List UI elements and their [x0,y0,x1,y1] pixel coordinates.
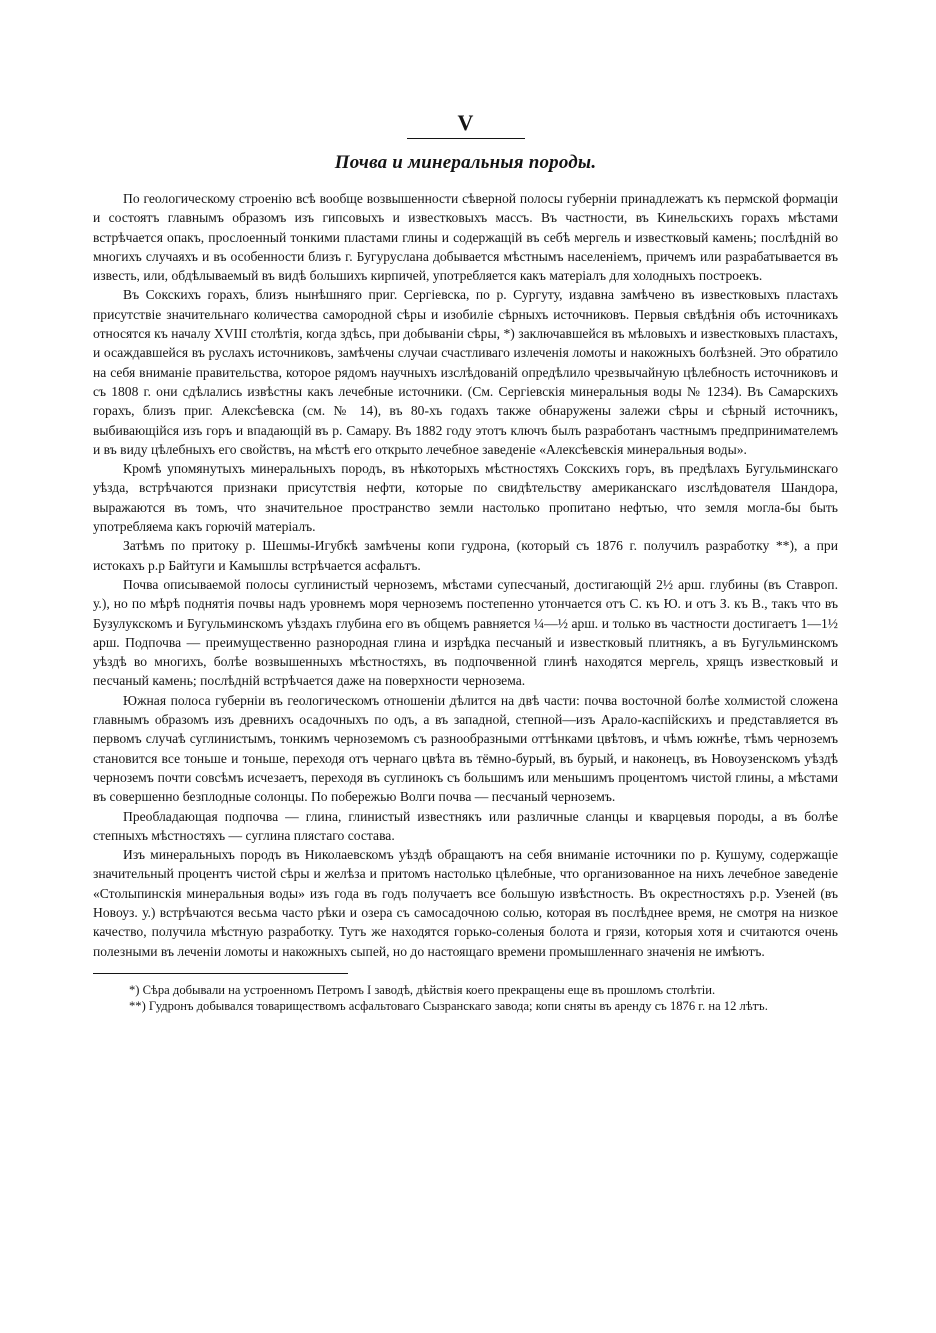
paragraph: Почва описываемой полосы суглинистый черноземъ, мѣстами супесчаный, достигающій 2½ арш. глубины (въ Ставроп. у.), но по мѣрѣ поднятія почвы надъ уровнемъ моря черноземъ постепенно утончается отъ С. къ Ю. и отъ З. къ В., такъ что въ Бузулукскомъ и Бугульминскомъ уѣздахъ глубина его въ общемъ равняется ¼—½ арш. и только въ частности достигаетъ 1—1½ арш. Подпочва — преимущественно разнородная глина и изрѣдка песчаный и известковый плитнякъ, а въ Бугульминскомъ уѣздѣ во многихъ, болѣе возвышенныхъ мѣстностяхъ, въ подпочвенной глинѣ находятся мергель, хрящъ известковый и песчаный камень; послѣдній встрѣчается даже на поверхности чернозема. [93,576,838,689]
paragraph: Кромѣ упомянутыхъ минеральныхъ породъ, въ нѣкоторыхъ мѣстностяхъ Сокскихъ горъ, въ предѣлахъ Бугульминскаго уѣзда, встрѣчаются признаки присутствія нефти, которые по свидѣтельству американскаго изслѣдователя Шандора, выражаются въ томъ, что значительное пространство земли настолько пропитано нефтью, что земля могла-бы быть употребляема какъ горючій матеріалъ. [93,461,838,535]
footnote: **) Гудронъ добывался товариществомъ асфальтоваго Сызранскаго завода; копи сняты въ аренду съ 1876 г. на 12 лѣтъ. [129,999,768,1014]
body-text [93,189,838,961]
chapter-number: V [457,110,474,135]
paragraph: Въ Сокскихъ горахъ, близъ нынѣшняго приг. Сергіевска, по р. Сургуту, издавна замѣчено въ известковыхъ пластахъ присутствіе значительнаго количества самородной сѣры и изобиліе сѣрныхъ источниковъ. Первыя свѣдѣнія объ источникахъ относятся къ началу XVIII столѣтія, когда здѣсь, при добываніи сѣры, *) заключавшейся въ мѣловыхъ и известковыхъ пластахъ, и осаждавшейся въ руслахъ источниковъ, замѣчены случаи счастливаго излеченія ломоты и накожныхъ болѣзней. Это обратило на себя вниманіе правительства, которое рядомъ научныхъ изслѣдованій опредѣлило чрезвычайную цѣлебность источниковъ и съ 1808 г. они сдѣлались извѣстны какъ лечебные источники. (См. Сергіевскія минеральныя воды № 1234). Въ Самарскихъ горахъ, близъ приг. Алексѣевска (см. № 14), въ 80-хъ годахъ также обнаружены залежи сѣры и сѣрный источникъ, выбивающійся изъ горъ и впадающій въ р. Самару. Въ 1882 году этотъ ключъ былъ разработанъ частнымъ предпринимателемъ и въ виду цѣлебныхъ его свойствъ, на мѣстѣ его открыто лечебное заведеніе «Алексѣевскія минеральныя воды». [93,287,838,457]
paragraph: По геологическому строенію всѣ вообще возвышенности сѣверной полосы губерніи принадлежатъ къ пермской формаціи и состоятъ главнымъ образомъ изъ гипсовыхъ и известковыхъ массъ. Въ частности, въ Кинельскихъ горахъ мѣстами встрѣчается опакъ, прослоенный тонкими пластами глины и содержащій въ себѣ мергель и известковый камень; послѣдній во многихъ случаяхъ и въ особенности близъ г. Бугуруслана добывается мѣстнымъ населеніемъ, причемъ или разрабатывается въ известь, или, обдѣлываемый въ видѣ большихъ кирпичей, употребляется какъ матеріалъ для холодныхъ построекъ. [93,191,838,284]
paragraph: Затѣмъ по притоку р. Шешмы-Игубкѣ замѣчены копи гудрона, (который съ 1876 г. получилъ разработку **), а при истокахъ р.р Байтуги и Камышлы встрѣчается асфальтъ. [93,538,838,573]
paragraph: Преобладающая подпочва — глина, глинистый известнякъ или различные сланцы и кварцевыя породы, а въ болѣе степныхъ мѣстностяхъ — суглина плястаго состава. [93,808,838,843]
document-page [93,110,838,1015]
paragraph: Изъ минеральныхъ породъ въ Николаевскомъ уѣздѣ обращаютъ на себя вниманіе источники по р. Кушуму, содержащіе значительный процентъ чистой сѣры и желѣза и притомъ настолько цѣлебные, что организованное на нихъ лечебное заведеніе «Столыпинскія минеральныя воды» изъ года въ годъ получаетъ все большую извѣстность. Въ окрестностяхъ р.р. Узеней (въ Новоуз. у.) встрѣчаются весьма часто рѣки и озера съ самосадочною солью, которая въ послѣднее время, не смотря на низкое качество, получила мѣстную разработку. Тутъ же находятся горько-соленыя болота и грязи, которыя хотя и считаются очень полезными въ леченіи ломоты и накожныхъ сыпей, но до настоящаго времени промышленнаго значенія не имѣютъ. [93,847,838,959]
footnotes [93,982,838,1015]
title-divider [407,138,525,139]
footnote-divider [93,973,348,974]
paragraph: Южная полоса губерніи въ геологическомъ отношеніи дѣлится на двѣ части: почва восточной болѣе холмистой сложена главнымъ образомъ изъ древнихъ осадочныхъ по одъ, а въ западной, степной—изъ Арало-каспійскихъ и представляется въ первомъ случаѣ суглинистымъ, тонкимъ черноземомъ съ разнообразными оттѣнками цвѣтовъ, и чѣмъ южнѣе, тѣмъ черноземъ становится все тоньше и тоньше, переходя отъ чернаго цвѣта въ тёмно-бурый, въ бурый, и наконецъ, въ Новоузенскомъ уѣздѣ черноземъ почти совсѣмъ исчезаетъ, переходя въ суглинокъ съ большимъ или меньшимъ процентомъ чистой глины, а мѣстами въ совершенно безплодные солонцы. По побережью Волги почва — песчаный черноземъ. [93,692,838,805]
footnote: *) Сѣра добывали на устроенномъ Петромъ I заводѣ, дѣйствія коего прекращены еще въ прошломъ столѣтіи. [129,982,716,997]
chapter-title: Почва и минеральныя породы. [334,152,597,173]
